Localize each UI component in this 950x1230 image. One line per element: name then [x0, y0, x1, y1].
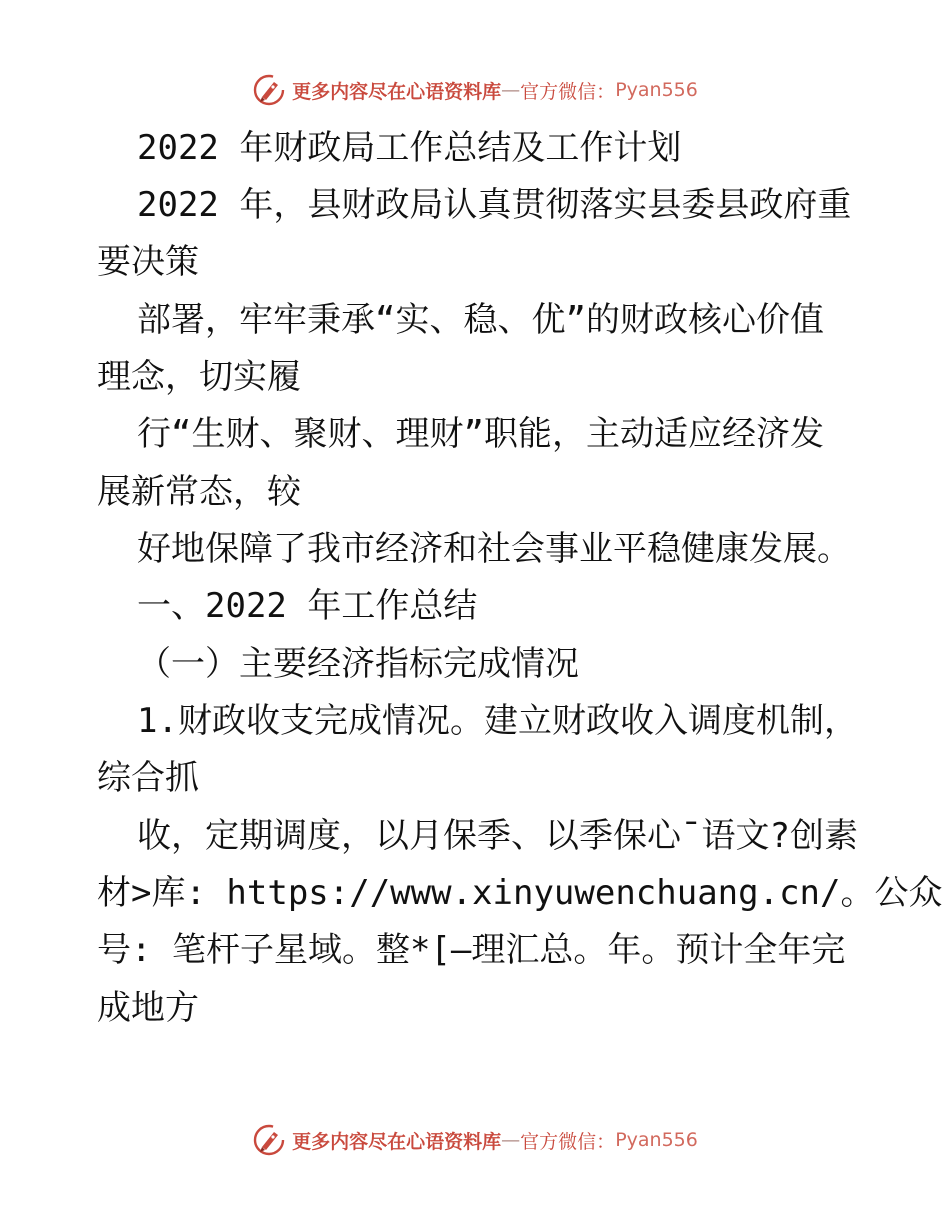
- subsection-heading: （一）主要经济指标完成情况: [137, 644, 579, 684]
- banner-brand-text: 更多内容尽在心语资料库: [292, 80, 502, 103]
- paragraph-line: 部署，牢牢秉承“实、稳、优”的财政核心价值: [137, 300, 824, 340]
- pen-nib-logo-icon: [252, 1123, 286, 1157]
- banner-separator: —: [501, 1129, 521, 1151]
- banner-separator: —: [501, 79, 521, 101]
- pen-nib-logo-icon: [252, 73, 286, 107]
- paragraph-line: 收，定期调度，以月保季、以季保心¯语文?创素: [137, 816, 858, 856]
- paragraph-line: 号: 笔杆子星域。整*[—理汇总。年。预计全年完: [97, 930, 846, 970]
- banner-account: Pyan556: [615, 79, 698, 101]
- paragraph-line: 2022 年，县财政局认真贯彻落实县委县政府重: [137, 185, 852, 225]
- paragraph-line: 理念，切实履: [97, 357, 301, 397]
- paragraph-line: 展新常态，较: [97, 472, 301, 512]
- banner-wechat-label: 官方微信：: [520, 1130, 616, 1153]
- paragraph-line: 要决策: [97, 242, 199, 282]
- banner-account: Pyan556: [615, 1129, 698, 1151]
- section-heading: 一、2022 年工作总结: [137, 586, 478, 626]
- paragraph-line: 综合抓: [97, 758, 199, 798]
- document-title: 2022 年财政局工作总结及工作计划: [137, 128, 682, 168]
- banner-wechat-label: 官方微信：: [520, 80, 616, 103]
- header-banner: [0, 72, 950, 108]
- paragraph-line: 好地保障了我市经济和社会事业平稳健康发展。: [137, 529, 851, 569]
- paragraph-line: 成地方: [97, 988, 199, 1028]
- banner-brand-text: 更多内容尽在心语资料库: [292, 1130, 502, 1153]
- paragraph-line: 行“生财、聚财、理财”职能，主动适应经济发: [137, 414, 824, 454]
- footer-banner: [0, 1122, 950, 1158]
- paragraph-line: 材>库: https://www.xinyuwenchuang.cn/。公众: [97, 873, 943, 913]
- paragraph-line: 1.财政收支完成情况。建立财政收入调度机制，: [137, 701, 858, 741]
